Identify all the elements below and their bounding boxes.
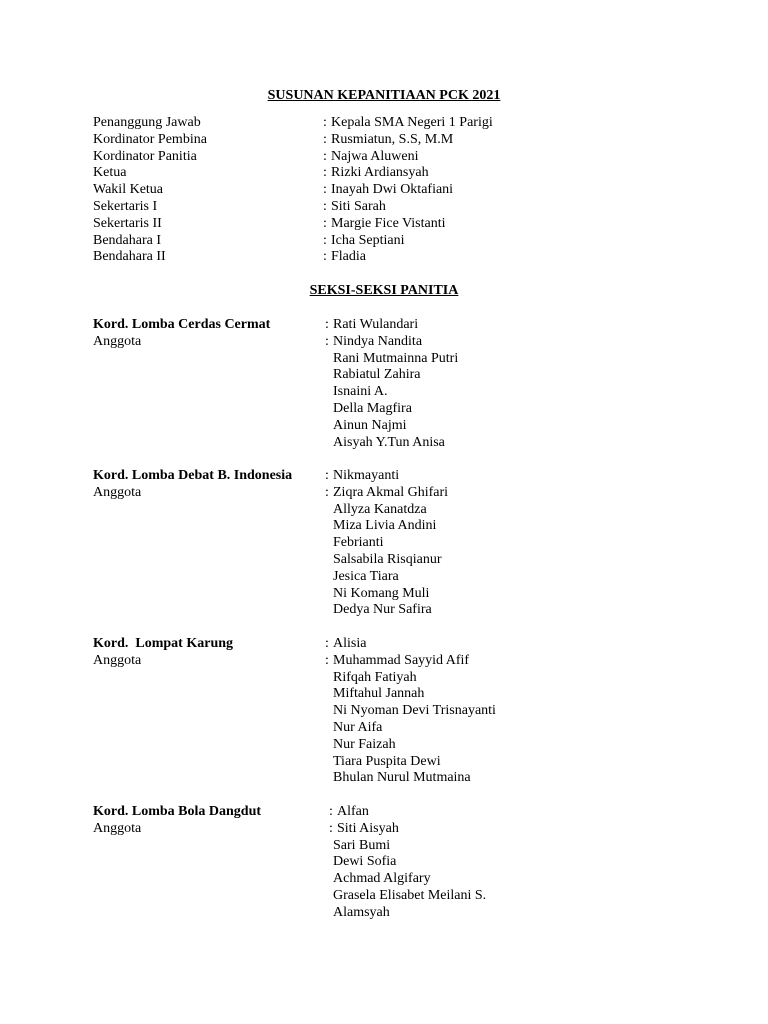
member-row (93, 720, 713, 737)
member-row (93, 384, 713, 401)
colon-separator: : (325, 468, 329, 483)
colon-separator: : (323, 131, 327, 147)
colon-separator: : (325, 333, 329, 349)
colon-separator: : (325, 636, 329, 651)
member-name: Della Magfira (333, 400, 412, 416)
member-name: Isnaini A. (333, 384, 388, 400)
member-name: Rifqah Fatiyah (333, 669, 417, 685)
coordinator-label: Kord. Lomba Debat B. Indonesia (93, 468, 293, 483)
member-name: Salsabila Risqianur (333, 551, 442, 567)
committee-row (93, 149, 713, 166)
member-row (93, 418, 713, 435)
committee-role: Sekertaris I (93, 198, 158, 214)
committee-role: Penanggung Jawab (93, 115, 201, 130)
member-name: Dedya Nur Safira (333, 602, 432, 618)
member-row (93, 737, 713, 754)
member-name: Nindya Nandita (333, 333, 423, 349)
member-name: Tiara Puspita Dewi (333, 753, 441, 769)
member-row (93, 569, 713, 586)
member-name: Ni Nyoman Devi Trisnayanti (333, 703, 496, 719)
committee-row (93, 199, 713, 216)
committee-row (93, 165, 713, 182)
coordinator-label: Kord. Lompat Karung (93, 636, 234, 651)
member-name: Sari Bumi (333, 837, 391, 853)
member-row (93, 602, 713, 619)
committee-role: Kordinator Pembina (93, 131, 207, 147)
member-row (93, 686, 713, 703)
member-row (93, 871, 713, 888)
member-row (93, 854, 713, 871)
member-row (93, 703, 713, 720)
member-name: Achmad Algifary (333, 871, 431, 887)
members-label: Anggota (93, 484, 142, 500)
members-row (93, 821, 713, 838)
section-cerdas-cermat (93, 317, 713, 451)
members-label: Anggota (93, 820, 142, 836)
committee-row (93, 182, 713, 199)
member-name: Siti Aisyah (337, 820, 399, 836)
committee-role: Sekertaris II (93, 215, 162, 231)
colon-separator: : (323, 182, 327, 198)
member-row (93, 552, 713, 569)
member-name: Aisyah Y.Tun Anisa (333, 434, 445, 450)
member-name: Bhulan Nurul Mutmaina (333, 770, 471, 786)
member-row (93, 670, 713, 687)
committee-name: Kepala SMA Negeri 1 Parigi (331, 115, 493, 130)
coordinator-row (93, 636, 713, 653)
coordinator-row (93, 468, 713, 485)
colon-separator: : (323, 165, 327, 181)
members-row (93, 485, 713, 502)
section-lompat-karung (93, 636, 713, 787)
member-name: Alamsyah (333, 904, 390, 920)
committee-row (93, 115, 713, 132)
coordinator-label: Kord. Lomba Cerdas Cermat (93, 317, 271, 332)
member-row (93, 586, 713, 603)
members-label: Anggota (93, 333, 142, 349)
colon-separator: : (325, 317, 329, 332)
colon-separator: : (329, 820, 333, 836)
document-title: SUSUNAN KEPANITIAAN PCK 2021 (267, 88, 501, 103)
member-name: Muhammad Sayyid Afif (333, 652, 470, 668)
committee-role: Kordinator Panitia (93, 148, 197, 164)
member-name: Rabiatul Zahira (333, 367, 421, 383)
member-name: Febrianti (333, 535, 384, 551)
colon-separator: : (323, 249, 327, 265)
committee-role: Wakil Ketua (93, 182, 164, 198)
committee-list (93, 115, 713, 266)
members-row (93, 653, 713, 670)
member-row (93, 905, 713, 922)
member-row (93, 535, 713, 552)
member-name: Miftahul Jannah (333, 686, 425, 702)
coordinator-row (93, 317, 713, 334)
member-name: Rani Mutmainna Putri (333, 350, 459, 366)
committee-row (93, 132, 713, 149)
member-name: Nur Faizah (333, 736, 396, 752)
member-row (93, 435, 713, 452)
member-name: Nur Aifa (333, 719, 383, 735)
colon-separator: : (323, 232, 327, 248)
member-name: Jesica Tiara (333, 568, 399, 584)
committee-role: Bendahara II (93, 249, 166, 265)
committee-name: Inayah Dwi Oktafiani (331, 182, 454, 198)
member-row (93, 838, 713, 855)
colon-separator: : (323, 215, 327, 231)
colon-separator: : (323, 115, 327, 130)
member-row (93, 770, 713, 787)
committee-name: Fladia (331, 249, 366, 265)
member-row (93, 502, 713, 519)
committee-name: Siti Sarah (331, 198, 386, 214)
coordinator-row (93, 804, 713, 821)
committee-name: Najwa Aluweni (331, 148, 419, 164)
committee-name: Icha Septiani (331, 232, 405, 248)
member-row (93, 367, 713, 384)
committee-row (93, 233, 713, 250)
member-name: Miza Livia Andini (333, 518, 437, 534)
member-name: Grasela Elisabet Meilani S. (333, 887, 487, 903)
colon-separator: : (323, 198, 327, 214)
committee-name: Margie Fice Vistanti (331, 215, 446, 231)
colon-separator: : (325, 484, 329, 500)
section-debat (93, 468, 713, 619)
colon-separator: : (329, 804, 333, 819)
committee-name: Rizki Ardiansyah (331, 165, 429, 181)
members-label: Anggota (93, 652, 142, 668)
committee-row (93, 249, 713, 266)
member-name: Ziqra Akmal Ghifari (333, 484, 449, 500)
coordinator-name: Nikmayanti (333, 468, 400, 483)
member-row (93, 518, 713, 535)
committee-role: Bendahara I (93, 232, 162, 248)
member-name: Ainun Najmi (333, 417, 407, 433)
member-name: Ni Komang Muli (333, 585, 430, 601)
committee-role: Ketua (93, 165, 127, 181)
committee-name: Rusmiatun, S.S, M.M (331, 131, 454, 147)
members-row (93, 334, 713, 351)
member-row (93, 351, 713, 368)
coordinator-name: Alfan (337, 804, 369, 819)
sections-title: SEKSI-SEKSI PANITIA (309, 283, 459, 298)
coordinator-label: Kord. Lomba Bola Dangdut (93, 804, 262, 819)
member-row (93, 888, 713, 905)
colon-separator: : (323, 148, 327, 164)
member-name: Allyza Kanatdza (333, 501, 427, 517)
coordinator-name: Rati Wulandari (333, 317, 419, 332)
member-row (93, 401, 713, 418)
member-row (93, 754, 713, 771)
coordinator-name: Alisia (333, 636, 367, 651)
colon-separator: : (325, 652, 329, 668)
committee-row (93, 216, 713, 233)
member-name: Dewi Sofia (333, 854, 397, 870)
section-bola-dangdut (93, 804, 713, 922)
